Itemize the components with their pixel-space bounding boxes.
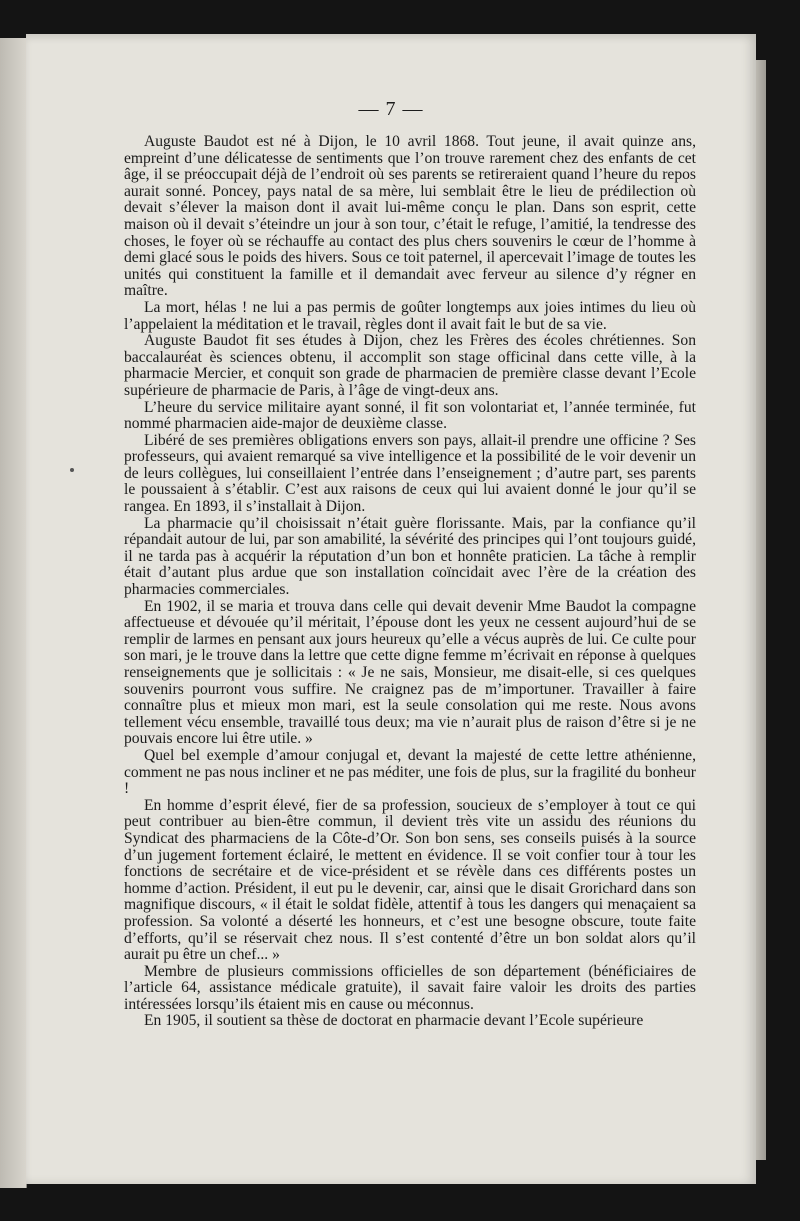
paragraph: Quel bel exemple d’amour conjugal et, devant la majesté de cette lettre athénienne, comment ne pas nous incliner et ne pas méditer, une fois de plus, sur la fragilité du bonheur ! [124,746,696,798]
body-text [124,134,696,1030]
paragraph: Membre de plusieurs commissions officielles de son département (bénéficiaires de l’article 64, assistance médicale gratuite), il savait faire valoir les droits des parties intéressées lorsqu’ils étaient mis en cause ou méconnus. [124,962,696,1013]
margin-speck [70,468,74,472]
paragraph: Libéré de ses premières obligations envers son pays, allait-il prendre une officine ? Ses professeurs, qui avaient remarqué sa vive intelligence et la possibilité de le voir devenir un de leurs collègues, lui conseillaient l’entrée dans l’enseignement ; d’autre part, ses parents le poussaient à s’établir. C’est aux raisons de ceux qui lui avaient donné le jour qu’il se rangea. En 1893, il s’installait à Dijon. [124,431,696,516]
paragraph: En 1902, il se maria et trouva dans celle qui devait devenir Mme Baudot la compagne affectueuse et dévouée qu’il méritait, l’épouse dont les yeux ne cessent aujourd’hui de se remplir de larmes en pensant aux jours heureux qu’elle a vécus auprès de lui. Ce culte pour son mari, je le trouve dans la lettre que cette digne femme m’écrivait en réponse à quelques renseignements que je sollicitais : « Je ne sais, Monsieur, me disait-elle, si ces quelques souvenirs pourront vous suffire. Ne craignez pas de m’importuner. Travailler à faire connaître plus et mieux mon mari, est la seule consolation qui me reste. Nous avons tellement vécu ensemble, travaillé tous deux; ma vie n’aurait plus de raison d’être si je ne pouvais encore lui être utile. » [124,597,696,748]
page-number: — 7 — [358,98,424,120]
paragraph: La mort, hélas ! ne lui a pas permis de goûter longtemps aux joies intimes du lieu où l’appelaient la méditation et le travail, règles dont il avait fait le but de sa vie. [124,298,696,333]
paragraph: Auguste Baudot fit ses études à Dijon, chez les Frères des écoles chrétiennes. Son baccalauréat ès sciences obtenu, il accomplit son stage officinal dans cette ville, à la pharmacie Mercier, et conquit son grade de pharmacien de première classe devant l’Ecole supérieure de pharmacie de Paris, à l’âge de vingt-deux ans. [124,332,696,399]
book-page [26,34,756,1184]
previous-page-edge [0,38,27,1188]
paragraph: En 1905, il soutient sa thèse de doctorat en pharmacie devant l’Ecole supérieure [144,1012,644,1030]
paragraph: La pharmacie qu’il choisissait n’était guère florissante. Mais, par la confiance qu’il répandait autour de lui, par son amabilité, la sévérité des principes qui l’ont toujours guidé, il ne tarda pas à acquérir la réputation d’un bon et honnête praticien. La tâche à remplir était d’autant plus ardue que son installation coïncidait avec l’ère de la création des pharmacies commerciales. [124,514,696,599]
paragraph: En homme d’esprit élevé, fier de sa profession, soucieux de s’employer à tout ce qui peut contribuer au bien-être commun, il devient très vite un assidu des réunions du Syndicat des pharmaciens de la Côte-d’Or. Son bon sens, ses conseils puisés à la source d’un jugement fortement éclairé, le mettent en évidence. Il se voit confier tour à tour les fonctions de secrétaire et de vice-président et se révèle dans ces différents postes un homme d’action. Président, il eut pu le devenir, car, ainsi que le disait Grorichard dans son magnifique discours, « il était le soldat fidèle, attentif à tous les dangers qui menaçaient sa profession. Sa volonté a déserté les honneurs, et c’est une besogne obscure, toute faite d’efforts, qu’il se réservait chez nous. Il s’est contenté d’être un bon soldat alors qu’il aurait pu être un chef... » [124,796,696,964]
paragraph: Auguste Baudot est né à Dijon, le 10 avril 1868. Tout jeune, il avait quinze ans, empreint d’une délicatesse de sentiments que l’on trouve rarement chez des enfants de cet âge, il se préoccupait déjà de l’endroit où ses parents se retireraient quand l’heure du repos aurait sonné. Poncey, pays natal de sa mère, lui semblait être le lieu de prédilection où devait s’élever la maison dont il avait lui-même conçu le plan. Dans son esprit, cette maison où il devait s’éteindre un jour à son tour, c’était le refuge, l’amitié, la tendresse des choses, le foyer où se réchauffe au contact des plus chers souvenirs le cœur de l’homme à demi glacé sous le poids des hivers. Sous ce toit paternel, il apercevait l’image de toutes les unités qui constituent la famille et il demandait avec ferveur au silence d’y régner en maître. [124,133,696,300]
paragraph: L’heure du service militaire ayant sonné, il fit son volontariat et, l’année terminée, fut nommé pharmacien aide-major de deuxième classe. [124,398,696,433]
